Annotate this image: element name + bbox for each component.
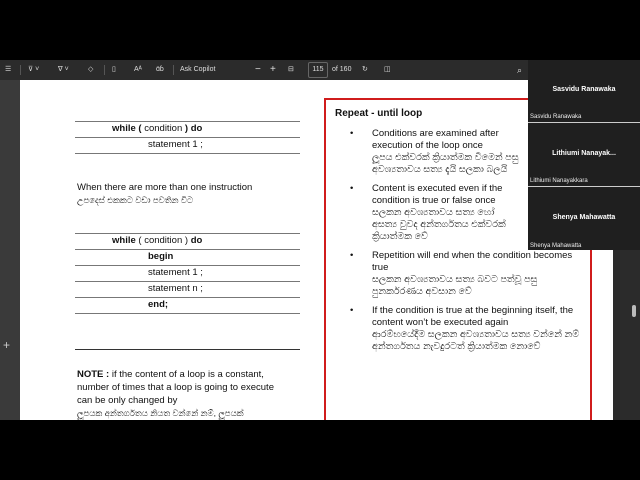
divider [20, 65, 21, 75]
divider [75, 349, 300, 350]
page-view-icon[interactable]: ▯ [112, 66, 116, 73]
paragraph: When there are more than one instruction [77, 182, 253, 193]
rotate-icon[interactable]: ↻ [362, 66, 368, 73]
erase-icon[interactable]: ◇ [88, 66, 94, 73]
code-line: while ( condition ) do [112, 235, 203, 246]
video-call-panel [528, 60, 640, 250]
divider [75, 137, 300, 138]
code-line: begin [148, 251, 174, 262]
note: NOTE : if the content of a loop is a constant, number of times that a loop is going to execute can be only changed by ලූපයක අන්තර්ගතය නියත වන්නේ නම්, ලූපයක් [77, 369, 274, 418]
participant-tile[interactable]: Shenya Mahawatta Shenya Mahawatta [530, 214, 616, 249]
text-size-icon[interactable]: Aᴬ [134, 66, 142, 73]
scrollbar-thumb[interactable] [632, 305, 636, 317]
search-icon[interactable]: ⌕ [517, 65, 523, 75]
bullet-item: • Content is executed even if the condition is true or false once සලකන අවශ්‍යතාවය සත්‍ය හෝ අසත්‍ය වුවද අන්තර්ගතය එක්වරක් ක්‍රියාත්මක වේ [350, 183, 506, 242]
code-line: statement 1 ; [148, 267, 203, 278]
zoom-out-button[interactable]: − [255, 64, 261, 75]
zoom-in-button[interactable]: + [270, 64, 276, 75]
bullet-item: • Repetition will end when the condition becomes true සලකන අවශ්‍යතාවය සත්‍ය බවට පත්වූ පසු පුනර්කරණය අවසාන වේ [350, 250, 573, 297]
divider [75, 313, 300, 314]
participant-tile[interactable]: Lithiumi Nanayak... Lithiumi Nanayakkara [528, 124, 640, 187]
divider [75, 297, 300, 298]
divider [75, 121, 300, 122]
contents-icon[interactable]: ☰ [5, 66, 12, 73]
page-count: of 160 [332, 66, 352, 73]
code-line: statement n ; [148, 283, 203, 294]
pdf-page [20, 80, 613, 420]
divider [75, 249, 300, 250]
divider [75, 281, 300, 282]
box-title: Repeat - until loop [335, 108, 423, 119]
bullet-item: • If the condition is true at the beginning itself, the content won’t be executed again ආරම්භයේදීම සලකන අවශ්‍යතාවය සත්‍ය වන්නේ නම් අන්තර්ගතය නැවදුරටත් ක්‍රියාත්මක නොවේ [350, 305, 580, 352]
fit-page-icon[interactable]: ⊟ [288, 66, 294, 73]
ask-copilot-button[interactable]: Ask Copilot [180, 66, 216, 73]
code-line: while ( condition ) do [112, 123, 203, 134]
paragraph-sinhala: උපදෙස් එකකට වඩා පවතින විට [77, 195, 194, 205]
code-line: statement 1 ; [148, 139, 203, 150]
read-aloud-icon[interactable]: ɑ̈ɓ [156, 66, 164, 73]
pdf-toolbar [0, 60, 528, 80]
page-number-input[interactable]: 115 [308, 62, 328, 78]
highlight-icon[interactable]: ⊽ ˅ [28, 66, 40, 73]
divider [75, 153, 300, 154]
bullet-item: • Conditions are examined after execution of the loop once ලූපය එක්වරක් ක්‍රියාත්මක වීමෙන් පසු අවශ්‍යතාවය සත්‍ය දැයි සලකා බලයි [350, 128, 519, 175]
participant-tile[interactable]: Sasvidu Ranawaka Sasvidu Ranawaka [528, 60, 640, 123]
code-line: end; [148, 299, 169, 310]
two-page-icon[interactable]: ◫ [384, 66, 391, 73]
draw-icon[interactable]: ∇ ˅ [58, 66, 69, 73]
divider [104, 65, 105, 75]
divider [75, 265, 300, 266]
add-icon[interactable]: + [3, 338, 11, 352]
divider [173, 65, 174, 75]
divider [75, 233, 300, 234]
